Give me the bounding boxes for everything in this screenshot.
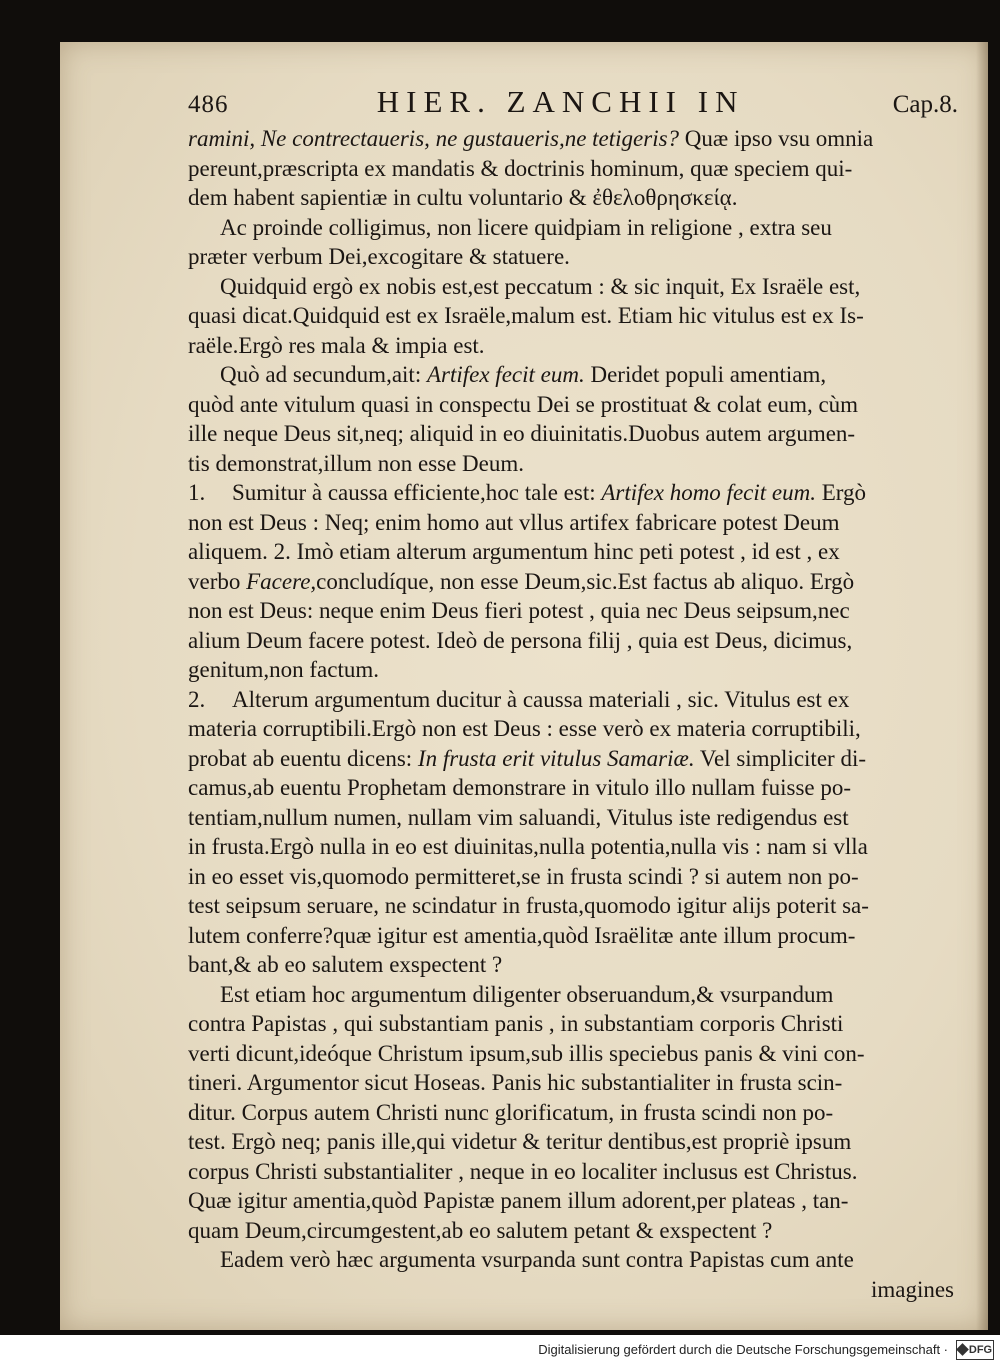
italic-segment: Facere, [246, 568, 317, 594]
text-line [188, 773, 958, 803]
italic-segment: Artifex homo fecit eum. [601, 480, 816, 505]
text-line [188, 1009, 958, 1039]
text-line [188, 242, 958, 272]
text-segment: Ac proinde colligimus, non licere quidpiam in religione , extra seu [220, 214, 832, 240]
text-segment: camus,ab euentu Prophetam demonstrare in vitulo illo nullam fuisse po- [188, 775, 852, 800]
text-segment: Quæ igitur amentia,quòd Papistæ panem illum adorent,per plateas , tan- [188, 1188, 849, 1213]
text-segment: ditur. Corpus autem Christi nunc glorificatum, in frusta scindi non po- [188, 1099, 834, 1125]
text-segment: alium Deum facere potest. Ideò de persona filij , quia est Deus, dicimus, [188, 627, 853, 653]
text-segment: præter verbum Dei,excogitare & statuere. [188, 244, 570, 269]
text-segment: imagines [870, 1276, 954, 1302]
text-line [188, 213, 958, 243]
text-line [188, 744, 958, 774]
text-segment: raële.Ergò res mala & impia est. [188, 332, 485, 358]
dfg-logo [956, 1340, 994, 1360]
text-line [188, 419, 958, 449]
text-line [188, 360, 958, 390]
text-line [188, 1186, 958, 1216]
text-segment: aliquem. 2. Imò etiam alterum argumentum hinc peti potest , id est , ex [188, 539, 840, 564]
text-line [188, 921, 958, 951]
text-segment: probat ab euentu dicens: [188, 745, 418, 771]
text-segment: Quæ ipso vsu omnia [679, 126, 874, 151]
italic-segment: In frusta erit vitulus Samariæ. [417, 745, 695, 771]
text-line [188, 272, 958, 302]
text-segment: Est etiam hoc argumentum diligenter obseruandum,& vsurpandum [220, 981, 834, 1007]
text-line [188, 183, 958, 213]
text-segment: tentiam,nullum numen, nullam vim saluandi, Vitulus iste redigendus est [188, 804, 849, 830]
text-line [188, 626, 958, 656]
text-segment: in frusta.Ergò nulla in eo est diuinitas,nulla potentia,nulla vis : nam si vlla [188, 834, 868, 859]
text-segment: bant,& ab eo salutem exspectent ? [188, 952, 503, 977]
text-line [188, 980, 958, 1010]
text-line [188, 478, 958, 508]
text-line [188, 1127, 958, 1157]
text-line [188, 301, 958, 331]
text-line [188, 1068, 958, 1098]
text-segment: contra Papistas , qui substantiam panis , in substantiam corporis Christi [188, 1011, 844, 1036]
text-segment: quòd ante vitulum quasi in conspectu Dei se prostituat & colat eum, cùm [188, 391, 859, 417]
text-segment: tineri. Argumentor sicut Hoseas. Panis hic substantialiter in frusta scin- [188, 1070, 843, 1095]
text-segment: in eo esset vis,quomodo permitteret,se in frusta scindi ? si autem non po- [188, 863, 859, 889]
text-segment: Alterum argumentum ducitur à caussa materiali , sic. Vitulus est ex [232, 686, 850, 712]
item-number: 2. [188, 686, 206, 712]
text-line [188, 685, 958, 715]
page-edge-shadow [976, 42, 988, 1330]
text-line [188, 331, 958, 361]
text-line [188, 154, 958, 184]
text-segment: Quidquid ergò ex nobis est,est peccatum : & sic inquit, Ex Israële est, [220, 273, 861, 299]
text-line [188, 508, 958, 538]
text-line [188, 567, 958, 597]
text-segment: verti dicunt,ideóque Christum ipsum,sub illis speciebus panis & vini con- [188, 1040, 865, 1066]
text-line [188, 390, 958, 420]
text-segment: Eadem verò hæc argumenta vsurpanda sunt contra Papistas cum ante [220, 1247, 854, 1272]
running-title: HIER. ZANCHII IN [376, 84, 745, 119]
text-segment: concludíque, non esse Deum,sic.Est factus ab aliquo. Ergò [316, 568, 855, 594]
text-line [188, 596, 958, 626]
text-line [188, 1039, 958, 1069]
text-segment: Quò ad secundum,ait: [220, 362, 427, 387]
text-segment: ille neque Deus sit,neq; aliquid in eo diuinitatis.Duobus autem argumen- [188, 421, 856, 446]
text-line [188, 950, 958, 980]
page-text [188, 84, 958, 1304]
text-line [188, 449, 958, 479]
dfg-mark-icon [956, 1343, 969, 1356]
text-segment: quam Deum,circumgestent,ab eo salutem petant & exspectent ? [188, 1217, 773, 1243]
text-line [188, 1245, 958, 1275]
text-segment: test. Ergò neq; panis ille,qui videtur & teritur dentibus,est propriè ipsum [188, 1129, 852, 1154]
text-segment: tis demonstrat,illum non esse Deum. [188, 450, 525, 476]
body-text [188, 124, 958, 1304]
text-line [188, 891, 958, 921]
text-line [188, 1275, 958, 1305]
text-segment: Ergò [815, 480, 867, 505]
chapter-label: Cap.8. [892, 91, 958, 118]
text-line [188, 832, 958, 862]
text-segment: lutem conferre?quæ igitur est amentia,quòd Israëlitæ ante illum procum- [188, 922, 856, 948]
text-segment: verbo [188, 568, 247, 594]
item-number: 1. [188, 480, 206, 505]
text-segment: pereunt,præscripta ex mandatis & doctrinis hominum, quæ speciem qui- [188, 155, 853, 181]
text-line [188, 803, 958, 833]
text-segment: genitum,non factum. [188, 657, 379, 682]
text-line [188, 714, 958, 744]
text-line [188, 124, 958, 154]
text-segment: corpus Christi substantialiter , neque in eo localiter inclusus est Christus. [188, 1158, 858, 1184]
text-line [188, 1216, 958, 1246]
text-line [188, 862, 958, 892]
running-head [188, 84, 958, 124]
text-segment: non est Deus : Neq; enim homo aut vllus artifex fabricare potest Deum [188, 509, 840, 535]
text-segment: dem habent sapientiæ in cultu voluntario & ἐθελοθρησκείᾳ. [188, 185, 738, 210]
text-segment: materia corruptibili.Ergò non est Deus : esse verò ex materia corruptibili, [188, 716, 861, 741]
italic-segment: Artifex fecit eum. [426, 362, 585, 387]
dfg-logo-text: DFG [968, 1343, 993, 1356]
text-segment: Deridet populi amentiam, [584, 362, 827, 387]
text-line [188, 655, 958, 685]
digitization-footer [0, 1335, 1000, 1364]
text-segment: Sumitur à caussa efficiente,hoc tale est: [232, 480, 602, 505]
text-line [188, 537, 958, 567]
page-number: 486 [188, 91, 229, 118]
text-segment: non est Deus: neque enim Deus fieri potest , quia nec Deus seipsum,nec [188, 598, 850, 623]
text-segment: quasi dicat.Quidquid est ex Israële,malum est. Etiam hic vitulus est ex Is- [188, 303, 864, 328]
footer-credit: Digitalisierung gefördert durch die Deutsche Forschungsgemeinschaft · [538, 1342, 948, 1357]
text-line [188, 1157, 958, 1187]
text-segment: test seipsum seruare, ne scindatur in frusta,quomodo igitur alijs poterit sa- [188, 893, 869, 918]
text-line [188, 1098, 958, 1128]
italic-segment: ramini, Ne contrectaueris, ne gustaueris,ne tetigeris? [188, 126, 680, 151]
text-segment: Vel simpliciter di- [694, 745, 866, 771]
